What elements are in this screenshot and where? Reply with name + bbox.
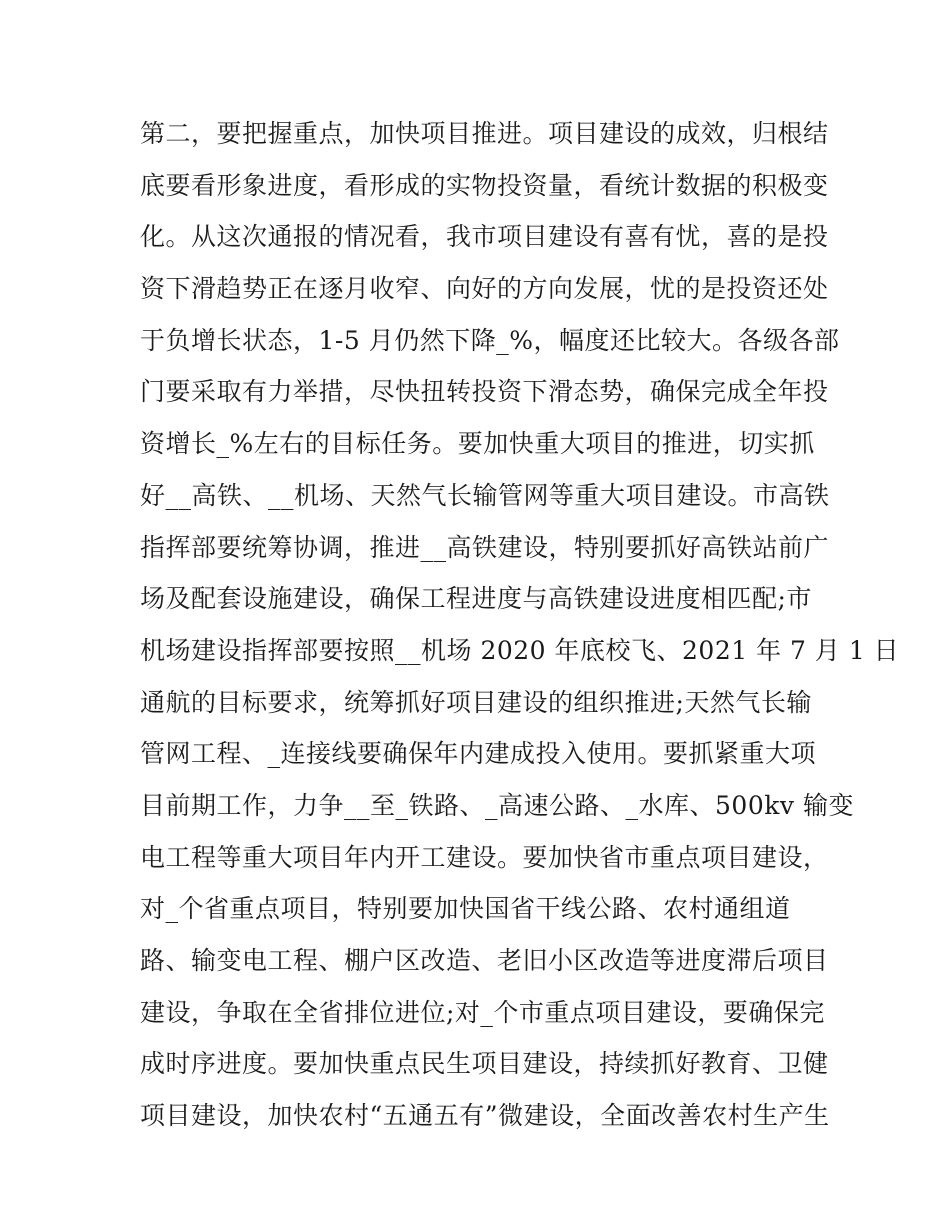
text-line: 目前期工作，力争__至_铁路、_高速公路、_水库、500kv 输变 bbox=[140, 790, 854, 820]
text-line: 电工程等重大项目年内开工建设。要加快省市重点项目建设， bbox=[140, 842, 829, 872]
text-line: 项目建设，加快农村“五通五有”微建设，全面改善农村生产生 bbox=[140, 1101, 830, 1131]
text-line: 场及配套设施建设，确保工程进度与高铁建设进度相匹配;市 bbox=[140, 584, 812, 614]
text-line: 指挥部要统筹协调，推进__高铁建设，特别要抓好高铁站前广 bbox=[140, 532, 830, 562]
text-line: 路、输变电工程、棚户区改造、老旧小区改造等进度滞后项目 bbox=[140, 946, 829, 975]
text-line: 管网工程、_连接线要确保年内建成投入使用。要抓紧重大项 bbox=[140, 739, 817, 769]
body-paragraph bbox=[140, 108, 900, 1142]
text-line: 成时序进度。要加快重点民生项目建设，持续抓好教育、卫健 bbox=[140, 1049, 829, 1079]
text-line: 好__高铁、__机场、天然气长输管网等重大项目建设。市高铁 bbox=[140, 480, 830, 510]
text-line: 资增长_%左右的目标任务。要加快重大项目的推进，切实抓 bbox=[140, 429, 815, 459]
text-line: 底要看形象进度，看形成的实物投资量，看统计数据的积极变 bbox=[140, 170, 829, 200]
text-line: 门要采取有力举措，尽快扭转投资下滑态势，确保完成全年投 bbox=[140, 377, 829, 407]
text-line: 化。从这次通报的情况看，我市项目建设有喜有忧，喜的是投 bbox=[140, 222, 829, 252]
text-line: 第二，要把握重点，加快项目推进。项目建设的成效，归根结 bbox=[140, 119, 829, 148]
text-line: 通航的目标要求，统筹抓好项目建设的组织推进;天然气长输 bbox=[140, 687, 812, 717]
text-line: 于负增长状态，1-5 月仍然下降_%，幅度还比较大。各级各部 bbox=[140, 325, 840, 355]
text-line: 机场建设指挥部要按照__机场 2020 年底校飞、2021 年 7 月 1 日 bbox=[140, 635, 900, 665]
text-line: 建设，争取在全省排位进位;对_个市重点项目建设，要确保完 bbox=[140, 997, 825, 1027]
text-line: 资下滑趋势正在逐月收窄、向好的方向发展，忧的是投资还处 bbox=[140, 274, 829, 304]
text-line: 对_个省重点项目，特别要加快国省干线公路、农村通组道 bbox=[140, 894, 791, 924]
